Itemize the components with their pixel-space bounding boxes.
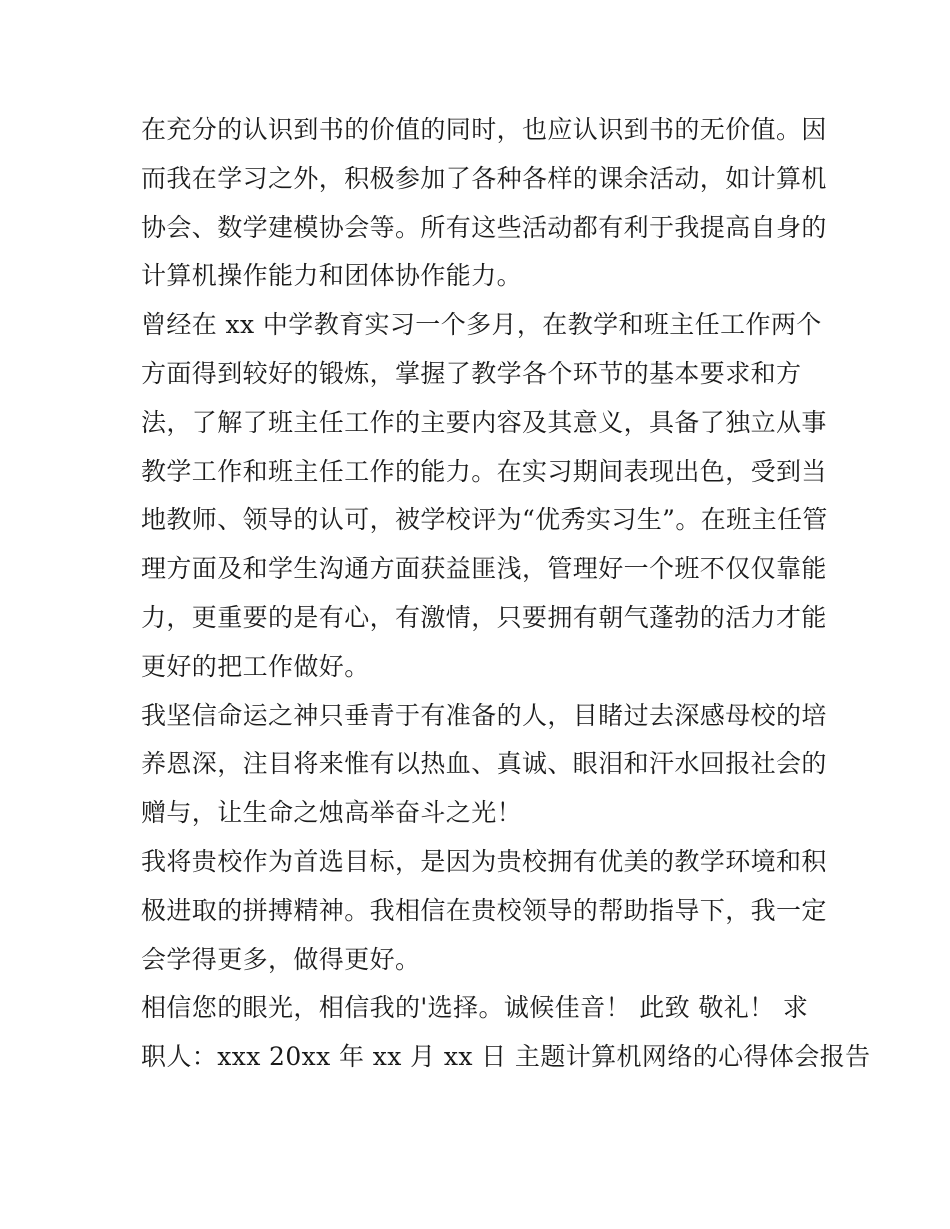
text-line: 养恩深，注目将来惟有以热血、真诚、眼泪和汗水回报社会的 [141,749,827,779]
text-line: 力，更重要的是有心，有激情，只要拥有朝气蓬勃的活力才能 [141,602,827,632]
text-line: 赠与，让生命之烛高举奋斗之光！ [141,798,523,828]
text-line: 会学得更多，做得更好。 [141,944,421,974]
text-line: 计算机操作能力和团体协作能力。 [141,261,523,291]
text-line: 理方面及和学生沟通方面获益匪浅，管理好一个班不仅仅靠能 [141,554,827,584]
text-line: 职人：xxx 20xx 年 xx 月 xx 日 主题计算机网络的心得体会报告 [141,1042,871,1072]
text-line: 协会、数学建模协会等。所有这些活动都有利于我提高自身的 [141,212,827,242]
text-line: 教学工作和班主任工作的能力。在实习期间表现出色，受到当 [141,456,827,486]
text-line: 方面得到较好的锻炼，掌握了教学各个环节的基本要求和方 [141,358,802,388]
text-line: 我坚信命运之神只垂青于有准备的人，目睹过去深感母校的培 [141,700,827,730]
text-line: 相信您的眼光，相信我的'选择。诚候佳音！ 此致 敬礼！ 求 [141,993,809,1023]
text-line: 极进取的拼搏精神。我相信在贵校领导的帮助指导下，我一定 [141,895,827,925]
document-body [141,106,871,1082]
text-line: 我将贵校作为首选目标，是因为贵校拥有优美的教学环境和积 [141,846,827,876]
text-line: 在充分的认识到书的价值的同时，也应认识到书的无价值。因 [141,115,827,144]
text-line: 更好的把工作做好。 [141,651,370,681]
text-line: 曾经在 xx 中学教育实习一个多月，在教学和班主任工作两个 [141,310,822,340]
text-line: 法，了解了班主任工作的主要内容及其意义，具备了独立从事 [141,407,827,437]
text-line: 地教师、领导的认可，被学校评为“优秀实习生”。在班主任管 [141,505,828,535]
text-line: 而我在学习之外，积极参加了各种各样的课余活动，如计算机 [141,163,827,193]
